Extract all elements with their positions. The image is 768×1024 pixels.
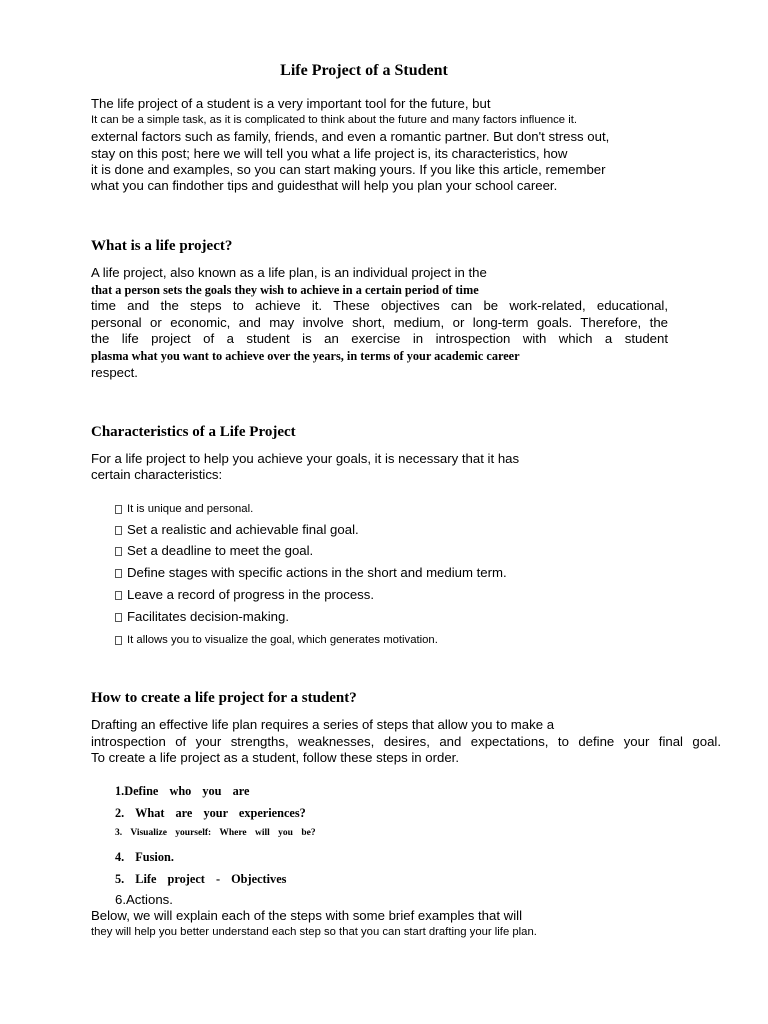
list-item <box>115 522 359 538</box>
section2-line-2: certain characteristics: <box>91 467 223 482</box>
step-item: 1.Define who you are <box>115 784 250 798</box>
list-item <box>115 587 374 603</box>
list-item-text: Define stages with specific actions in the short and medium term. <box>127 565 507 580</box>
list-item <box>115 609 289 625</box>
section1-line-5: the life project of a student is an exercise in introspection with which a student <box>91 331 668 346</box>
section1-line-7: respect. <box>91 365 138 380</box>
bullet-box-icon <box>115 591 122 600</box>
document-title: Life Project of a Student <box>280 62 448 79</box>
list-item <box>115 543 313 559</box>
intro-line-6: what you can findother tips and guidesthat will help you plan your school career. <box>91 178 558 193</box>
intro-line-2: It can be a simple task, as it is complicated to think about the future and many factors influence it. <box>91 114 578 126</box>
section-heading-how-to-create: How to create a life project for a student? <box>91 690 357 706</box>
intro-line-4: stay on this post; here we will tell you what a life project is, its characteristics, how <box>91 146 568 161</box>
list-item-text: Set a deadline to meet the goal. <box>127 543 314 558</box>
bullet-box-icon <box>115 613 122 622</box>
list-item-text: It is unique and personal. <box>127 503 254 515</box>
step-item: 2. What are your experiences? <box>115 806 306 820</box>
list-item-text: Set a realistic and achievable final goal. <box>127 522 359 537</box>
section2-line-1: For a life project to help you achieve your goals, it is necessary that it has <box>91 451 520 466</box>
step-item: 4. Fusion. <box>115 850 174 864</box>
intro-line-3: external factors such as family, friends, and even a romantic partner. But don't stress out, <box>91 129 610 144</box>
section1-line-3: time and the steps to achieve it. These objectives can be work-related, educational, <box>91 298 668 313</box>
bullet-box-icon <box>115 505 122 514</box>
intro-line-5: it is done and examples, so you can start making yours. If you like this article, remember <box>91 162 606 177</box>
intro-line-1: The life project of a student is a very important tool for the future, but <box>91 96 491 111</box>
bullet-box-icon <box>115 547 122 556</box>
list-item-text: It allows you to visualize the goal, which generates motivation. <box>127 634 438 646</box>
section3-line-1: Drafting an effective life plan requires a series of steps that allow you to make a <box>91 717 555 732</box>
section1-line-2: that a person sets the goals they wish to achieve in a certain period of time <box>91 283 479 297</box>
list-item <box>115 565 507 581</box>
section3-line-2: introspection of your strengths, weaknesses, desires, and expectations, to define your final goal. <box>91 734 721 749</box>
bullet-box-icon <box>115 636 122 645</box>
section-heading-what-is: What is a life project? <box>91 238 233 254</box>
section1-line-6: plasma what you want to achieve over the years, in terms of your academic career <box>91 349 520 363</box>
step-item: 6.Actions. <box>115 892 173 907</box>
section3-line-3: To create a life project as a student, follow these steps in order. <box>91 750 459 765</box>
bullet-box-icon <box>115 526 122 535</box>
step-item: 5. Life project - Objectives <box>115 872 287 886</box>
list-item <box>115 633 438 647</box>
step-item: 3. Visualize yourself: Where will you be? <box>115 828 316 838</box>
list-item-text: Leave a record of progress in the process. <box>127 587 375 602</box>
closing-line-1: Below, we will explain each of the steps with some brief examples that will <box>91 908 522 923</box>
bullet-box-icon <box>115 569 122 578</box>
section1-line-4: personal or economic, and may involve short, medium, or long-term goals. Therefore, the <box>91 315 668 330</box>
section1-line-1: A life project, also known as a life plan, is an individual project in the <box>91 265 487 280</box>
section-heading-characteristics: Characteristics of a Life Project <box>91 424 296 440</box>
closing-line-2: they will help you better understand each step so that you can start drafting your life plan. <box>91 926 537 938</box>
list-item <box>115 502 253 516</box>
list-item-text: Facilitates decision-making. <box>127 609 289 624</box>
